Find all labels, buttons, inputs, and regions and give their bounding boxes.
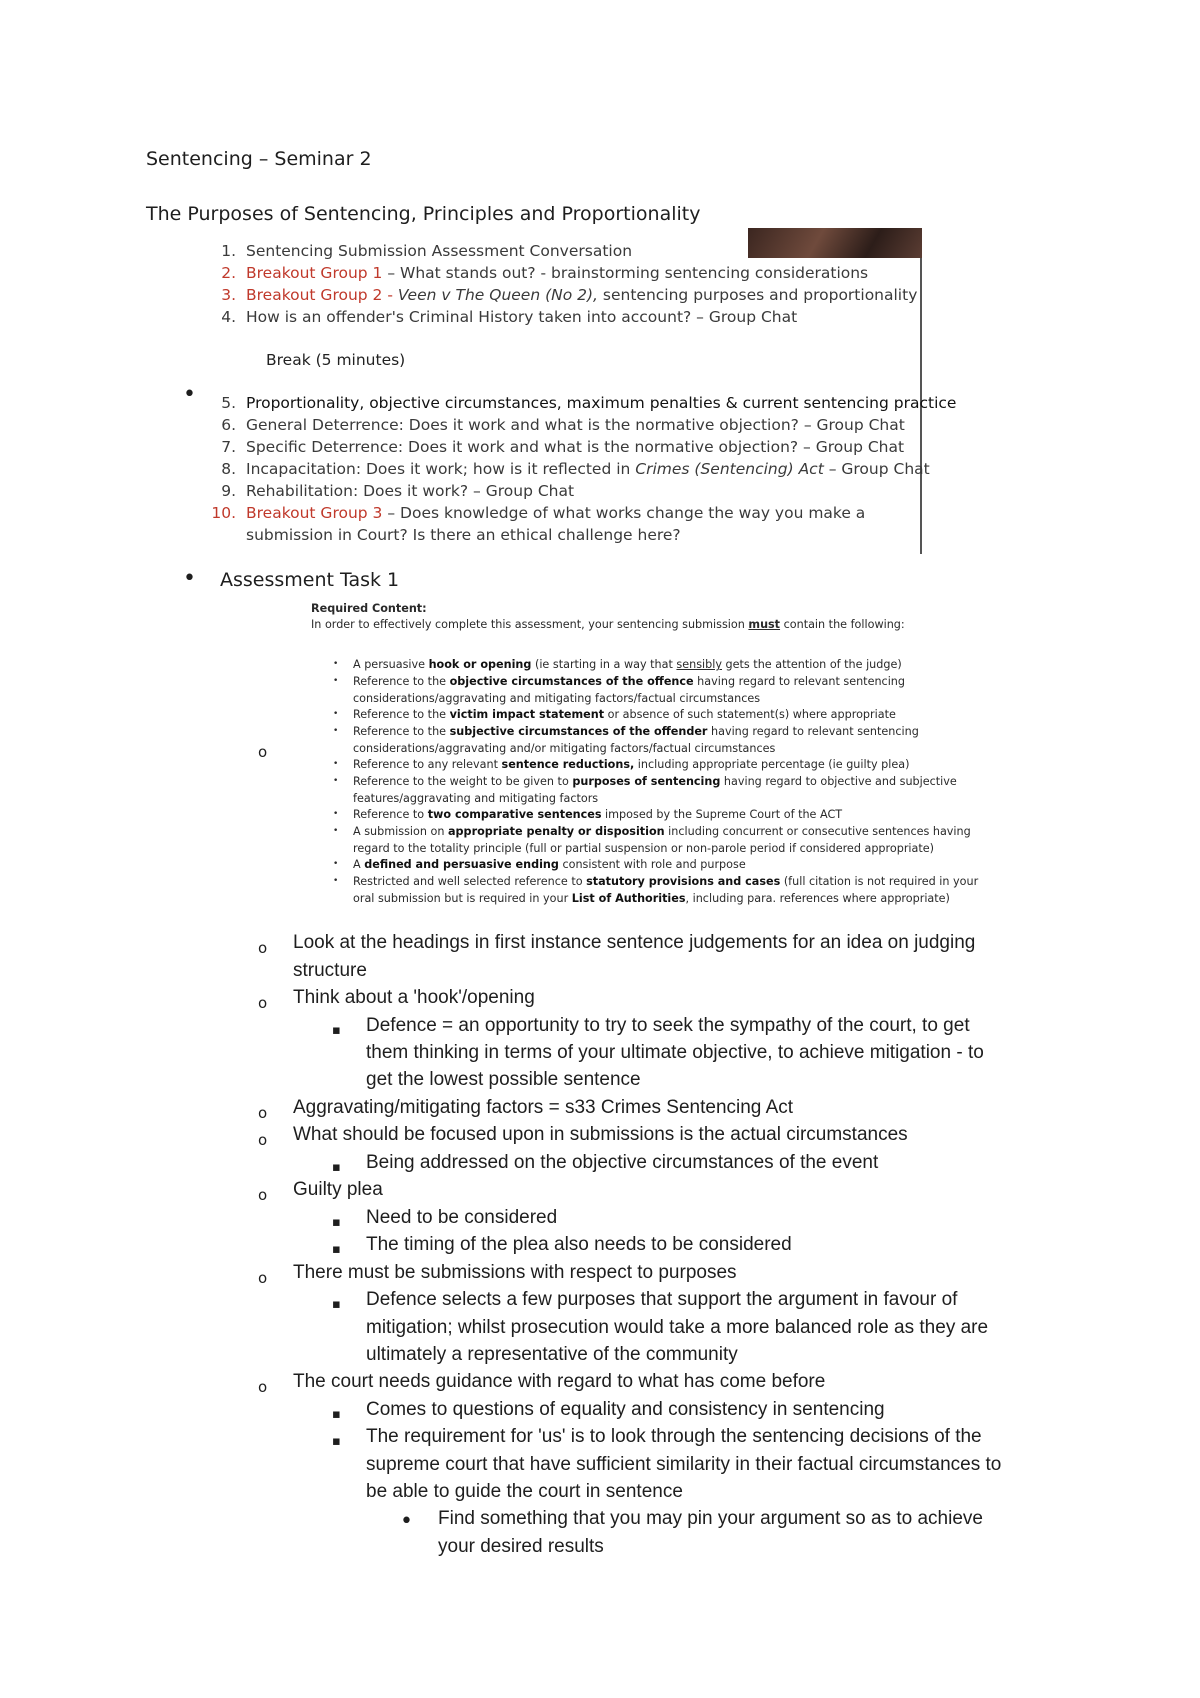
agenda-item: 6. General Deterrence: Does it work and what is the normative objection? – Group Chat (221, 416, 905, 434)
square-marker: ▪ (332, 1297, 341, 1312)
required-content-title: Required Content: (311, 602, 427, 615)
circle-marker: o (258, 1269, 268, 1287)
bullet-marker: • (183, 382, 196, 407)
agenda-item: 7. Specific Deterrence: Does it work and what is the normative objection? – Group Chat (221, 438, 905, 456)
agenda-item: 1. Sentencing Submission Assessment Conversation (221, 242, 633, 260)
note-line: them thinking in terms of your ultimate objective, to achieve mitigation - to (366, 1042, 984, 1063)
required-content-screenshot (305, 600, 979, 905)
bullet-marker: • (400, 1509, 413, 1534)
required-content-item: Reference to the objective circumstances of the offence having regard to relevant sentencing (353, 675, 905, 688)
agenda-item: 5. Proportionality, objective circumstances, maximum penalties & current sentencing practice (221, 394, 957, 412)
agenda-item: 3. Breakout Group 2 - Veen v The Queen (No 2), sentencing purposes and proportionality (221, 286, 918, 304)
note-line: mitigation; whilst prosecution would take a more balanced role as they are (366, 1317, 989, 1338)
page-subtitle: The Purposes of Sentencing, Principles and Proportionality (146, 203, 701, 225)
list-bullet: • (333, 659, 339, 669)
required-content-item: Restricted and well selected reference to statutory provisions and cases (full citation is not required in your (353, 875, 979, 888)
list-bullet: • (333, 859, 339, 869)
square-marker: ▪ (332, 1242, 341, 1257)
agenda-item: 9. Rehabilitation: Does it work? – Group Chat (221, 482, 575, 500)
required-content-item: features/aggravating and mitigating factors (353, 792, 599, 805)
note-line: The court needs guidance with regard to what has come before (293, 1371, 826, 1392)
required-content-intro: In order to effectively complete this assessment, your sentencing submission must contain the following: (311, 618, 905, 631)
required-content-item: Reference to two comparative sentences imposed by the Supreme Court of the ACT (353, 808, 843, 821)
list-bullet: • (333, 826, 339, 836)
agenda-item-continuation: submission in Court? Is there an ethical challenge here? (246, 526, 681, 544)
note-line: your desired results (438, 1536, 604, 1557)
circle-marker: o (258, 939, 268, 957)
circle-marker: o (258, 1131, 268, 1149)
note-line: Need to be considered (366, 1207, 558, 1228)
required-content-item: Reference to any relevant sentence reductions, including appropriate percentage (ie guilty plea) (353, 758, 910, 771)
required-content-item: Reference to the weight to be given to purposes of sentencing having regard to objective and subjective (353, 775, 957, 788)
note-line: Comes to questions of equality and consistency in sentencing (366, 1399, 885, 1420)
required-content-item: considerations/aggravating and/or mitigating factors/factual circumstances (353, 742, 776, 755)
circle-marker: o (258, 743, 268, 761)
note-line: Find something that you may pin your argument so as to achieve (438, 1508, 983, 1529)
square-marker: ▪ (332, 1160, 341, 1175)
note-line: The timing of the plea also needs to be considered (366, 1234, 792, 1255)
note-line: Think about a 'hook'/opening (293, 987, 535, 1008)
list-bullet: • (333, 676, 339, 686)
circle-marker: o (258, 1104, 268, 1122)
agenda-break: Break (5 minutes) (266, 351, 406, 369)
list-bullet: • (333, 776, 339, 786)
note-line: Defence = an opportunity to try to seek the sympathy of the court, to get (366, 1015, 970, 1036)
note-line: ultimately a representative of the community (366, 1344, 738, 1365)
page-title: Sentencing – Seminar 2 (146, 148, 372, 170)
circle-marker: o (258, 1378, 268, 1396)
note-line: Aggravating/mitigating factors = s33 Crimes Sentencing Act (293, 1097, 794, 1118)
note-line: Guilty plea (293, 1179, 383, 1200)
square-marker: ▪ (332, 1215, 341, 1230)
note-line: Look at the headings in first instance sentence judgements for an idea on judging (293, 932, 976, 953)
note-line: There must be submissions with respect to purposes (293, 1262, 737, 1283)
bullet-marker: • (183, 566, 196, 591)
required-content-item: A persuasive hook or opening (ie starting in a way that sensibly gets the attention of the judge) (353, 658, 902, 671)
agenda-item: 2. Breakout Group 1 – What stands out? - brainstorming sentencing considerations (221, 264, 869, 282)
note-line: supreme court that have sufficient similarity in their factual circumstances to (366, 1454, 1002, 1475)
required-content-item: A defined and persuasive ending consistent with role and purpose (353, 858, 746, 871)
required-content-item: considerations/aggravating and mitigating factors/factual circumstances (353, 692, 761, 705)
note-line: Defence selects a few purposes that support the argument in favour of (366, 1289, 958, 1310)
note-line: What should be focused upon in submissions is the actual circumstances (293, 1124, 908, 1145)
square-marker: ▪ (332, 1434, 341, 1449)
square-marker: ▪ (332, 1407, 341, 1422)
agenda-item: 10. Breakout Group 3 – Does knowledge of what works change the way you make a (211, 504, 866, 522)
note-line: The requirement for 'us' is to look through the sentencing decisions of the (366, 1426, 982, 1447)
agenda-item: 8. Incapacitation: Does it work; how is it reflected in Crimes (Sentencing) Act – Group Chat (221, 460, 930, 478)
list-bullet: • (333, 726, 339, 736)
list-bullet: • (333, 759, 339, 769)
agenda-item: 4. How is an offender's Criminal History taken into account? – Group Chat (221, 308, 798, 326)
list-bullet: • (333, 876, 339, 886)
list-bullet: • (333, 809, 339, 819)
note-line: Being addressed on the objective circumstances of the event (366, 1152, 879, 1173)
agenda-screenshot (210, 228, 957, 554)
required-content-item: Reference to the victim impact statement or absence of such statement(s) where appropriate (353, 708, 896, 721)
required-content-item: Reference to the subjective circumstances of the offender having regard to relevant sentencing (353, 725, 919, 738)
circle-marker: o (258, 994, 268, 1012)
note-line: get the lowest possible sentence (366, 1069, 641, 1090)
list-bullet: • (333, 709, 339, 719)
note-line: structure (293, 960, 367, 981)
header-photo (748, 228, 922, 258)
required-content-item: regard to the totality principle (full or partial suspension or non-parole period if considered appropriate) (353, 842, 935, 855)
note-line: be able to guide the court in sentence (366, 1481, 683, 1502)
assessment-heading: Assessment Task 1 (220, 569, 400, 591)
required-content-item: oral submission but is required in your List of Authorities, including para. references where appropriate) (353, 892, 950, 905)
required-content-item: A submission on appropriate penalty or disposition including concurrent or consecutive sentences having (353, 825, 971, 838)
circle-marker: o (258, 1186, 268, 1204)
square-marker: ▪ (332, 1023, 341, 1038)
